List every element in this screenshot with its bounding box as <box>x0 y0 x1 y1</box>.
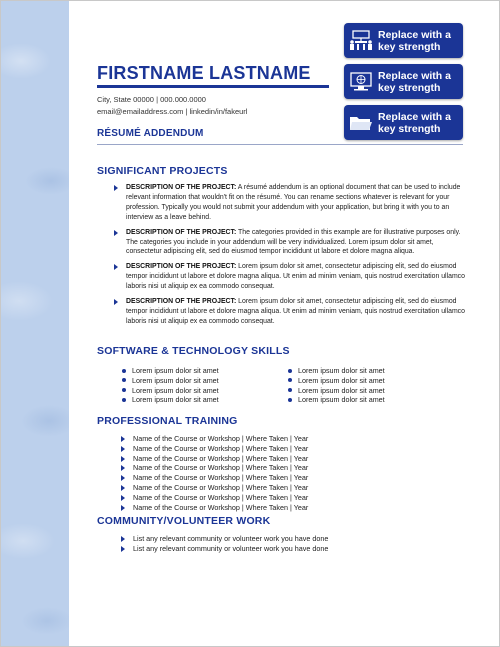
list-item <box>121 483 308 493</box>
computer-globe-icon <box>347 68 375 96</box>
skills-list-right <box>286 366 385 405</box>
contact-line: email@emailaddress.com | linkedin/in/fakeurl <box>97 107 248 116</box>
skills-list-left <box>120 366 219 405</box>
skill-text: Lorem ipsum dolor sit amet <box>132 385 219 395</box>
community-list <box>121 534 328 554</box>
project-label: DESCRIPTION OF THE PROJECT: <box>126 184 237 191</box>
list-item <box>286 386 385 396</box>
arrow-bullet-icon <box>121 446 125 452</box>
arrow-bullet-icon <box>114 185 118 191</box>
skill-text: Lorem ipsum dolor sit amet <box>132 375 219 385</box>
bullet-icon <box>288 388 292 392</box>
list-item <box>114 228 470 258</box>
skill-text: Lorem ipsum dolor sit amet <box>298 385 385 395</box>
list-item <box>121 493 308 503</box>
projects-heading: SIGNIFICANT PROJECTS <box>97 165 228 177</box>
list-item <box>121 463 308 473</box>
community-text: List any relevant community or volunteer work you have done <box>133 534 329 543</box>
training-list <box>121 434 308 512</box>
project-label: DESCRIPTION OF THE PROJECT: <box>126 298 237 306</box>
key-strength-box-1 <box>344 23 463 58</box>
arrow-bullet-icon <box>121 465 125 471</box>
arrow-bullet-icon <box>121 436 125 442</box>
arrow-bullet-icon <box>114 299 118 305</box>
training-text: Name of the Course or Workshop | Where Taken | Year <box>133 434 309 443</box>
key-strength-box-3 <box>344 105 463 140</box>
list-item <box>286 366 385 376</box>
training-text: Name of the Course or Workshop | Where Taken | Year <box>133 453 309 463</box>
project-text: The categories provided in this example are for illustrative purposes only. The categories you include in your addendum will be very individualized. Lorem ipsum dolor sit amet, consectetur adipiscing elit, sed do eiusmod tempor incididunt ut labore et dolore magna aliqua. <box>126 228 461 256</box>
bullet-icon <box>122 388 126 392</box>
arrow-bullet-icon <box>114 264 118 270</box>
decorative-sidebar <box>1 1 69 647</box>
bullet-icon <box>288 369 292 373</box>
skill-text: Lorem ipsum dolor sit amet <box>298 375 385 385</box>
project-text: Lorem ipsum dolor sit amet, consectetur adipiscing elit, sed do eiusmod tempor incididunt ut labore et dolore magna aliqua. Ut enim ad minim veniam, quis nostrud exercitation ullamco laboris nisi ut aliquip ex ea commodo consequat. <box>126 298 465 325</box>
bullet-icon <box>288 398 292 402</box>
key-strength-label: Replace with a key strength <box>378 110 451 135</box>
list-item <box>121 444 308 454</box>
folder-icon <box>347 109 375 137</box>
list-item <box>120 376 219 386</box>
addendum-divider <box>97 144 463 145</box>
key-strength-box-2 <box>344 64 463 99</box>
list-item <box>114 183 470 223</box>
training-heading: PROFESSIONAL TRAINING <box>97 415 238 427</box>
arrow-bullet-icon <box>121 546 125 552</box>
skill-text: Lorem ipsum dolor sit amet <box>298 395 385 405</box>
bullet-icon <box>122 398 126 402</box>
arrow-bullet-icon <box>121 485 125 491</box>
list-item <box>286 395 385 405</box>
project-text: Lorem ipsum dolor sit amet, consectetur adipiscing elit, sed do eiusmod tempor incididunt ut labore et dolore magna aliqua. Ut enim ad minim veniam, quis nostrud exercitation ullamco laboris nisi ut aliquip ex ea commodo consequat. <box>126 263 465 291</box>
list-item <box>120 386 219 396</box>
addendum-title: RÉSUMÉ ADDENDUM <box>97 128 204 139</box>
training-text: Name of the Course or Workshop | Where Taken | Year <box>133 492 309 502</box>
arrow-bullet-icon <box>114 230 118 236</box>
projects-list <box>114 183 470 332</box>
training-text: Name of the Course or Workshop | Where Taken | Year <box>133 482 309 492</box>
address-line: City, State 00000 | 000.000.0000 <box>97 95 206 104</box>
candidate-name: FIRSTNAME LASTNAME <box>97 63 311 83</box>
project-text: A résumé addendum is an optional document that can be used to include relevant information that wouldn't fit on the résumé. You can rename sections whatever is relevant for your profession. Typically you would not submit your addendum with your application, but bring it with you to an interview as a leave behind. <box>126 184 461 221</box>
list-item <box>120 366 219 376</box>
name-underline <box>97 85 329 88</box>
skills-heading: SOFTWARE & TECHNOLOGY SKILLS <box>97 345 290 357</box>
list-item <box>121 454 308 464</box>
team-meeting-icon <box>347 27 375 55</box>
community-heading: COMMUNITY/VOLUNTEER WORK <box>97 515 271 527</box>
list-item <box>286 376 385 386</box>
list-item <box>121 544 328 554</box>
project-label: DESCRIPTION OF THE PROJECT: <box>126 263 237 271</box>
training-text: Name of the Course or Workshop | Where Taken | Year <box>133 502 309 512</box>
skill-text: Lorem ipsum dolor sit amet <box>132 366 219 375</box>
training-text: Name of the Course or Workshop | Where Taken | Year <box>133 443 309 453</box>
list-item <box>121 473 308 483</box>
arrow-bullet-icon <box>121 456 125 462</box>
list-item <box>121 503 308 513</box>
list-item <box>114 262 470 292</box>
project-label: DESCRIPTION OF THE PROJECT: <box>126 228 237 236</box>
arrow-bullet-icon <box>121 536 125 542</box>
skill-text: Lorem ipsum dolor sit amet <box>132 395 219 405</box>
community-text: List any relevant community or volunteer work you have done <box>133 543 329 553</box>
arrow-bullet-icon <box>121 495 125 501</box>
arrow-bullet-icon <box>121 475 125 481</box>
key-strength-label: Replace with a key strength <box>378 28 451 53</box>
arrow-bullet-icon <box>121 505 125 511</box>
list-item <box>114 297 470 327</box>
training-text: Name of the Course or Workshop | Where Taken | Year <box>133 473 309 483</box>
bullet-icon <box>288 378 292 382</box>
training-text: Name of the Course or Workshop | Where Taken | Year <box>133 463 309 473</box>
list-item <box>120 395 219 405</box>
skill-text: Lorem ipsum dolor sit amet <box>298 366 385 375</box>
key-strength-label: Replace with a key strength <box>378 69 451 94</box>
list-item <box>121 434 308 444</box>
bullet-icon <box>122 369 126 373</box>
list-item <box>121 534 328 544</box>
bullet-icon <box>122 378 126 382</box>
